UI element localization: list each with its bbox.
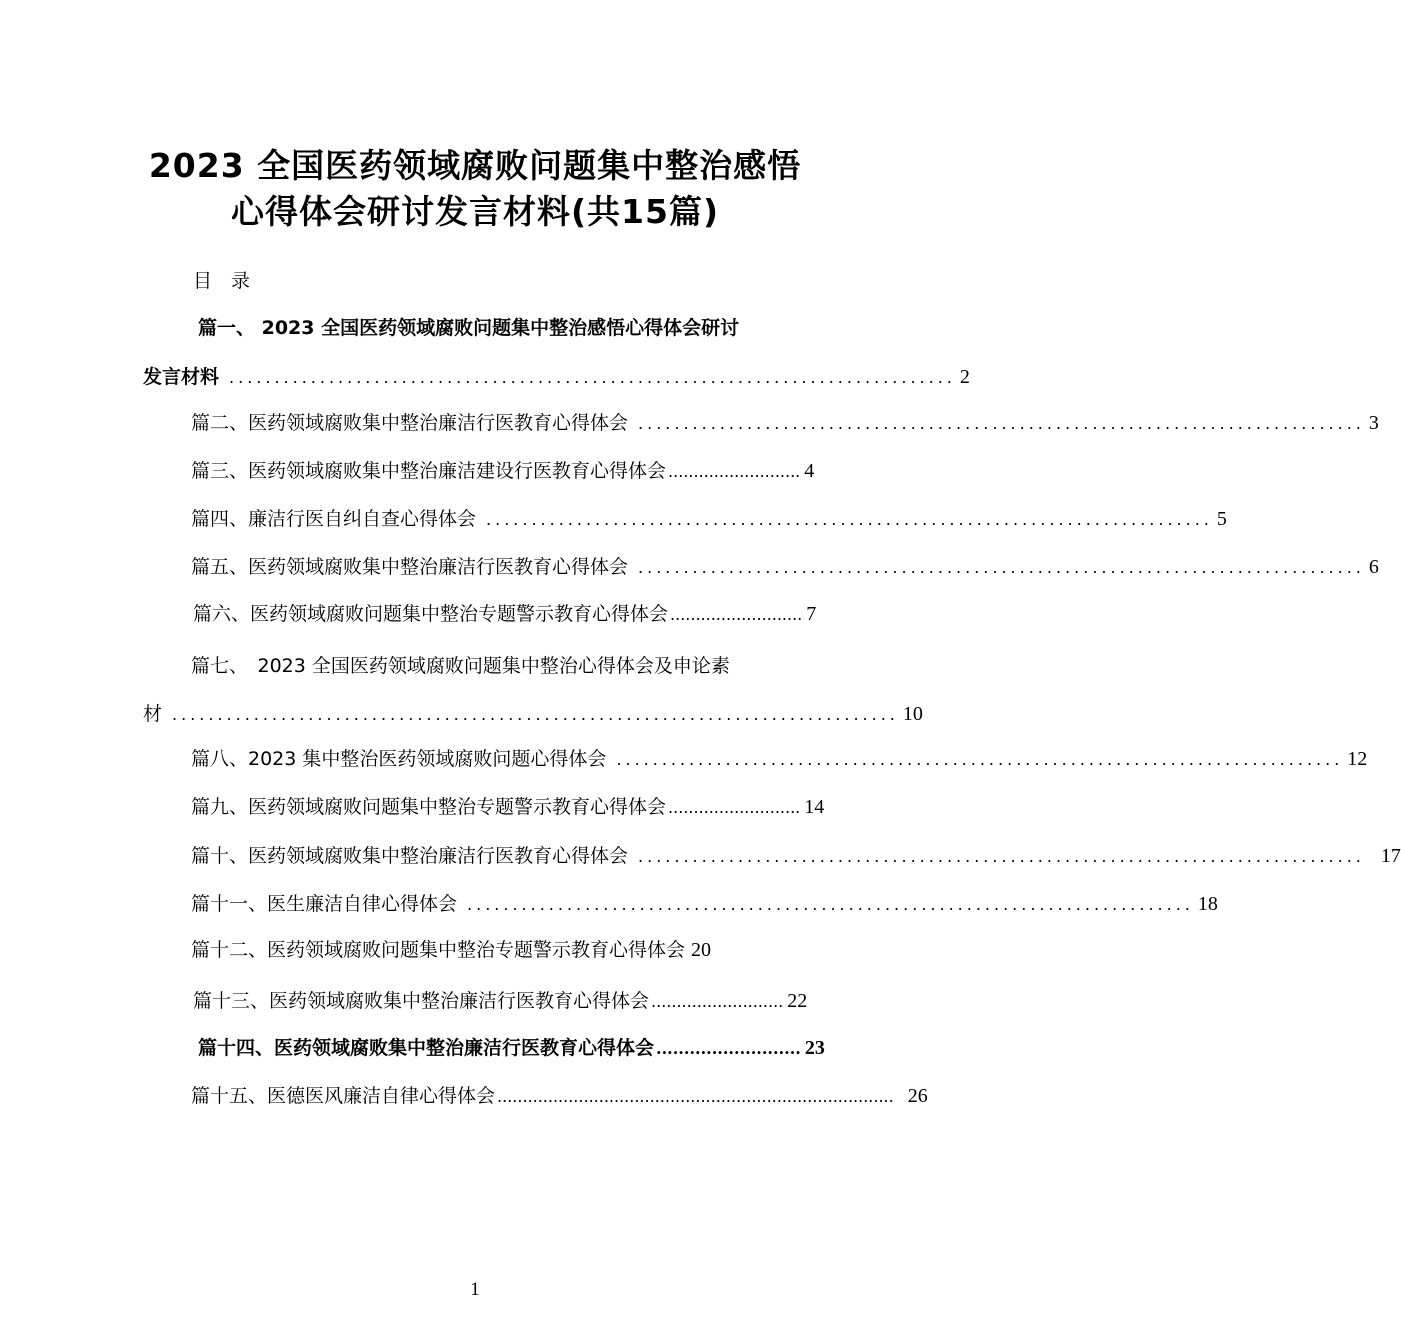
toc-entry-12[interactable] (191, 937, 805, 963)
toc-entry-1-line-1: 篇一、 2023 全国医药领域腐败问题集中整治感悟心得体会研讨 (198, 317, 740, 339)
toc-entry-13-label: 篇十三、医药领域腐败集中整治廉洁行医教育心得体会 (193, 990, 650, 1012)
toc-entry-2-page: 3 (1368, 412, 1379, 434)
dot-leader: .............................................................................. (497, 1087, 894, 1106)
toc-entry-12-page: 20 (691, 939, 712, 961)
dot-leader: .......................... (670, 605, 803, 624)
toc-entry-14-page: 23 (804, 1037, 825, 1059)
toc-entry-1-page: 2 (959, 366, 970, 388)
dot-leader: ................................................................................ (172, 705, 899, 724)
document-title-line-2: 心得体会研讨发言材料(共15篇) (230, 192, 720, 231)
page-number: 1 (470, 1279, 480, 1300)
dot-leader: .......................... (656, 1039, 801, 1058)
toc-entry-7[interactable] (143, 701, 923, 728)
toc-entry-4-page: 5 (1216, 508, 1227, 530)
toc-entry-13-page: 22 (787, 990, 808, 1012)
document-title-line-1: 2023 全国医药领域腐败问题集中整治感悟 (148, 146, 802, 185)
toc-entry-6-label: 篇六、医药领域腐败问题集中整治专题警示教育心得体会 (193, 603, 669, 625)
toc-entry-15-label: 篇十五、医德医风廉洁自律心得体会 (191, 1085, 496, 1107)
dot-leader: ................................................................................ (638, 847, 1365, 866)
toc-entry-1[interactable] (143, 364, 970, 391)
toc-entry-8[interactable] (191, 746, 1368, 773)
toc-entry-14-label: 篇十四、医药领域腐败集中整治廉洁行医教育心得体会 (198, 1037, 655, 1059)
toc-entry-15-page: 26 (907, 1085, 928, 1107)
toc-entry-15[interactable] (191, 1083, 928, 1110)
toc-entry-2[interactable] (191, 410, 1379, 437)
toc-entry-10-page: 17 (1380, 845, 1401, 867)
toc-entry-7-line-2: 材 (143, 703, 163, 725)
toc-entry-5-page: 6 (1368, 556, 1379, 578)
dot-leader: ................................................................................ (229, 368, 956, 387)
toc-entry-3-page: 4 (804, 460, 815, 482)
toc-entry-9-label: 篇九、医药领域腐败问题集中整治专题警示教育心得体会 (191, 796, 667, 818)
toc-entry-10[interactable] (191, 843, 1401, 870)
dot-leader: ................................................................................ (638, 414, 1365, 433)
toc-entry-7-line-1: 篇七、 2023 全国医药领域腐败问题集中整治心得体会及申论素 (191, 655, 730, 677)
dot-leader: ................................................................................ (638, 558, 1365, 577)
toc-entry-8-label: 篇八、2023 集中整治医药领域腐败问题心得体会 (191, 748, 607, 770)
toc-entry-1-line-2: 发言材料 (143, 366, 220, 388)
toc-entry-5-label: 篇五、医药领域腐败集中整治廉洁行医教育心得体会 (191, 556, 629, 578)
dot-leader: .......................... (651, 992, 784, 1011)
dot-leader: .......................... (668, 462, 801, 481)
toc-entry-6[interactable] (193, 601, 817, 628)
toc-entry-9-page: 14 (804, 796, 825, 818)
toc-entry-13[interactable] (193, 988, 808, 1015)
toc-entry-6-page: 7 (806, 603, 817, 625)
toc-entry-2-label: 篇二、医药领域腐败集中整治廉洁行医教育心得体会 (191, 412, 629, 434)
toc-entry-11[interactable] (191, 891, 1218, 918)
dot-leader: .......................... (668, 798, 801, 817)
toc-entry-3[interactable] (191, 458, 815, 485)
dot-leader: ................................................................................ (616, 750, 1344, 769)
toc-entry-11-page: 18 (1197, 893, 1218, 915)
toc-entry-10-label: 篇十、医药领域腐败集中整治廉洁行医教育心得体会 (191, 845, 629, 867)
toc-entry-14[interactable] (198, 1035, 825, 1062)
toc-entry-3-label: 篇三、医药领域腐败集中整治廉洁建设行医教育心得体会 (191, 460, 667, 482)
toc-entry-7-page: 10 (902, 703, 923, 725)
toc-entry-5[interactable] (191, 554, 1379, 581)
toc-heading: 目 录 (193, 270, 251, 292)
dot-leader: ................................................................................ (486, 510, 1213, 529)
toc-entry-9[interactable] (191, 794, 825, 821)
toc-entry-12-label: 篇十二、医药领域腐败问题集中整治专题警示教育心得体会 (191, 939, 686, 961)
toc-entry-11-label: 篇十一、医生廉洁自律心得体会 (191, 893, 458, 915)
toc-entry-4[interactable] (191, 506, 1227, 533)
toc-entry-8-page: 12 (1347, 748, 1368, 770)
dot-leader: ................................................................................ (467, 895, 1194, 914)
toc-entry-4-label: 篇四、廉洁行医自纠自查心得体会 (191, 508, 477, 530)
